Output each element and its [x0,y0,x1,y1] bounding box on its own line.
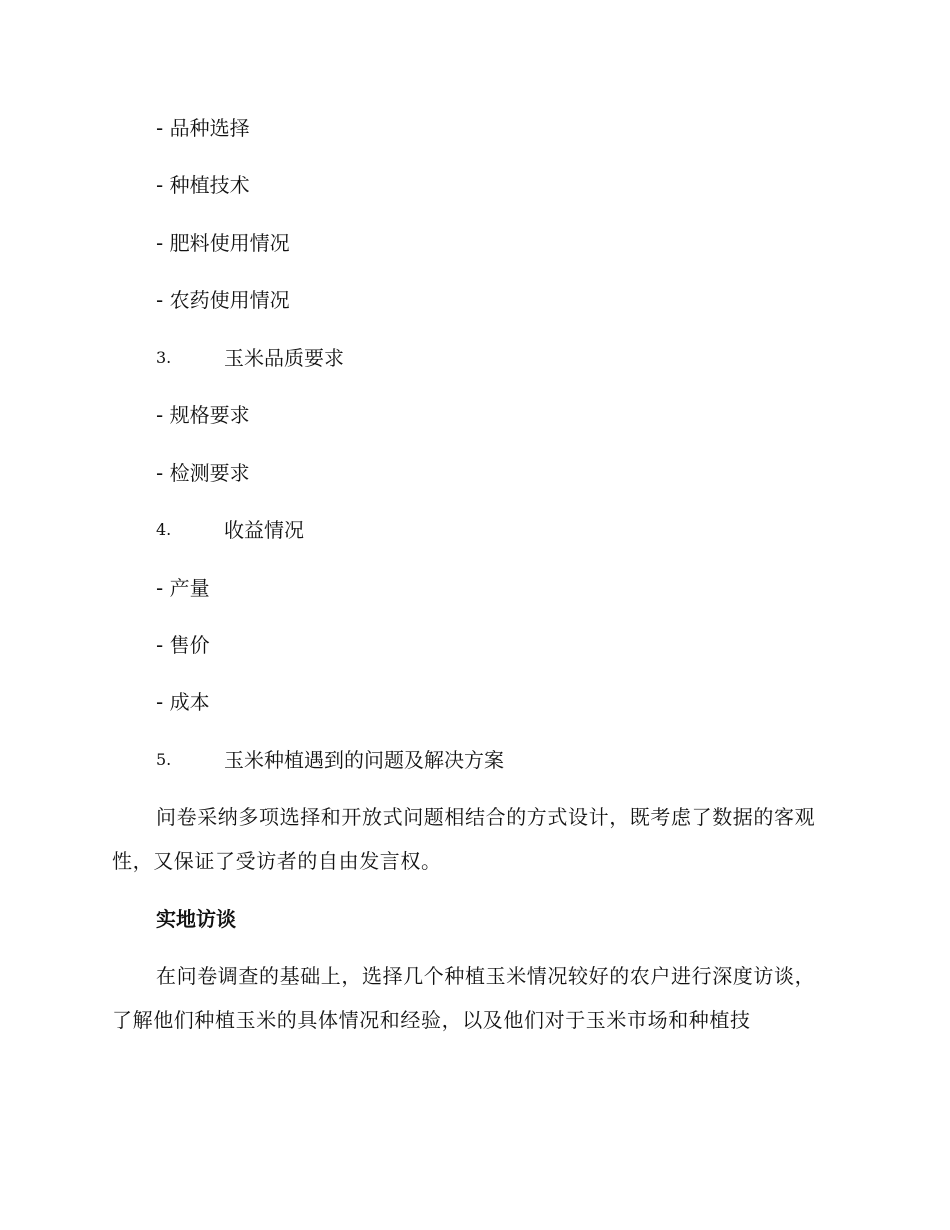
numbered-item-text: 收益情况 [224,518,304,542]
paragraph: 在问卷调查的基础上，选择几个种植玉米情况较好的农户进行深度访谈，了解他们种植玉米的具体情况和经验，以及他们对于玉米市场和种植技 [112,964,816,1032]
list-number: 3. [156,348,172,367]
list-number: 4. [156,520,172,539]
section-heading: 实地访谈 [156,907,236,931]
list-item: - 种植技术 [156,173,250,197]
list-item: - 肥料使用情况 [156,231,290,255]
numbered-item-text: 玉米种植遇到的问题及解决方案 [224,748,504,772]
numbered-item-text: 玉米品质要求 [224,346,344,370]
list-item: - 产量 [156,576,210,600]
list-item: - 售价 [156,633,210,657]
list-item: - 检测要求 [156,461,250,485]
list-item: - 品种选择 [156,116,250,140]
list-item: - 农药使用情况 [156,288,290,312]
list-item: - 规格要求 [156,403,250,427]
list-item: - 成本 [156,690,210,714]
paragraph: 问卷采纳多项选择和开放式问题相结合的方式设计，既考虑了数据的客观性，又保证了受访者的自由发言权。 [112,805,816,873]
list-number: 5. [156,750,172,769]
